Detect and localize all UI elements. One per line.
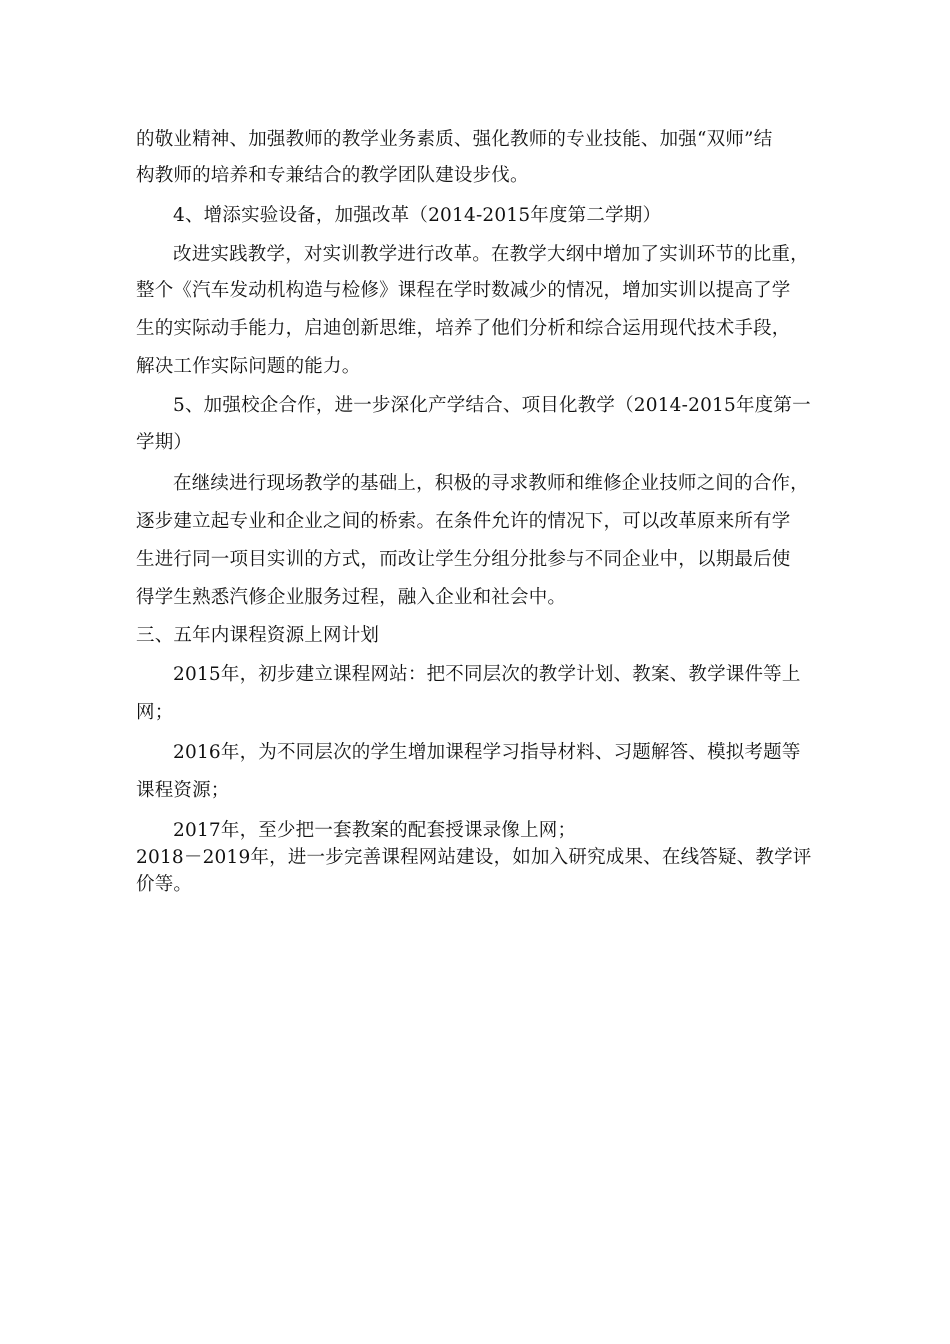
paragraph-line: 构教师的培养和专兼结合的教学团队建设步伐。 xyxy=(136,165,529,186)
paragraph-line: 生的实际动手能力，启迪创新思维，培养了他们分析和综合运用现代技术手段， xyxy=(136,318,791,339)
plan-2017-line: 2017年，至少把一套教案的配套授课录像上网； xyxy=(173,820,577,841)
section-heading-5: 5、加强校企合作，进一步深化产学结合、项目化教学（2014-2015年度第一 xyxy=(173,395,811,416)
paragraph-line: 整个《汽车发动机构造与检修》课程在学时数减少的情况，增加实训以提高了学 xyxy=(136,280,791,301)
paragraph-line: 得学生熟悉汽修企业服务过程，融入企业和社会中。 xyxy=(136,587,567,608)
plan-2015-line-continued: 网； xyxy=(136,702,174,723)
paragraph-line: 生进行同一项目实训的方式，而改让学生分组分批参与不同企业中，以期最后使 xyxy=(136,549,791,570)
paragraph-line: 在继续进行现场教学的基础上，积极的寻求教师和维修企业技师之间的合作， xyxy=(173,473,809,494)
section-heading-5-continued: 学期） xyxy=(136,432,193,453)
plan-2018-2019-line-continued: 价等。 xyxy=(136,874,193,895)
plan-2016-line-continued: 课程资源； xyxy=(136,780,230,801)
section-heading-3: 三、五年内课程资源上网计划 xyxy=(136,625,380,646)
section-heading-4: 4、增添实验设备，加强改革（2014-2015年度第二学期） xyxy=(173,205,662,226)
paragraph-line: 改进实践教学，对实训教学进行改革。在教学大纲中增加了实训环节的比重， xyxy=(173,244,809,265)
plan-2016-line: 2016年，为不同层次的学生增加课程学习指导材料、习题解答、模拟考题等 xyxy=(173,742,801,763)
paragraph-line: 逐步建立起专业和企业之间的桥索。在条件允许的情况下，可以改革原来所有学 xyxy=(136,511,791,532)
paragraph-line: 解决工作实际问题的能力。 xyxy=(136,356,361,377)
paragraph-line: 的敬业精神、加强教师的教学业务素质、强化教师的专业技能、加强“双师”结 xyxy=(136,129,773,150)
plan-2018-2019-line: 2018－2019年，进一步完善课程网站建设，如加入研究成果、在线答疑、教学评 xyxy=(136,847,812,868)
plan-2015-line: 2015年，初步建立课程网站：把不同层次的教学计划、教案、教学课件等上 xyxy=(173,664,801,685)
